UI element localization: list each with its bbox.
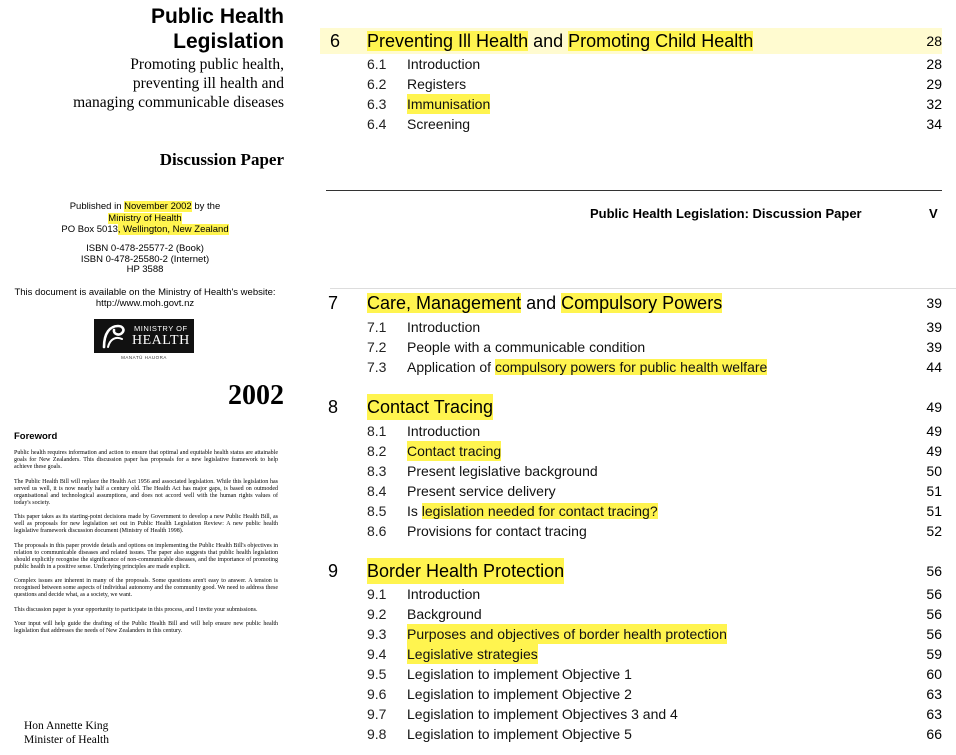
- chapter-title: Contact Tracing: [367, 394, 493, 420]
- section-page: 52: [926, 523, 942, 539]
- section-page: 60: [926, 666, 942, 682]
- toc-section-row[interactable]: [330, 521, 942, 541]
- section-title: Legislation to implement Objectives 3 and 4: [407, 706, 678, 722]
- section-page: 34: [926, 116, 942, 132]
- signature-title: Minister of Health: [24, 733, 109, 746]
- section-number: 8.4: [367, 483, 387, 499]
- hp-code: HP 3588: [126, 264, 164, 275]
- section-number: 7.1: [367, 319, 387, 335]
- chapter-title-part-a: Care, Management: [367, 293, 522, 313]
- section-number: 9.8: [367, 726, 387, 742]
- section-title: [407, 501, 658, 521]
- section-number: 9.7: [367, 706, 387, 722]
- chapter-title: Border Health Protection: [367, 558, 564, 584]
- foreword-paragraph: Complex issues are inherent in many of the proposals. Some questions aren't easy to answer. A tension is recognised between some aspects of individual autonomy and the community good. We need to address these questions and decide what, as a society, we want.: [14, 578, 278, 598]
- toc-section-row[interactable]: [330, 724, 942, 744]
- toc-section-row[interactable]: [330, 114, 942, 134]
- address-prefix: PO Box 5013: [61, 224, 118, 235]
- section-number: 9.4: [367, 646, 387, 662]
- toc-section-row[interactable]: [330, 501, 942, 521]
- section-page: 56: [926, 586, 942, 602]
- toc-chapter-9[interactable]: [330, 558, 942, 584]
- toc-section-row[interactable]: [330, 441, 942, 461]
- chapter-title: [367, 290, 722, 316]
- foreword-paragraph: Public health requires information and action to ensure that optimal and equitable health status are attainable goals for New Zealanders. This discussion paper has proposals for a new legislative framework to help achieve these goals.: [14, 450, 278, 470]
- koru-icon: [98, 321, 128, 351]
- title-line-2: Legislation: [173, 30, 284, 53]
- section-page: 29: [926, 76, 942, 92]
- section-page: 63: [926, 686, 942, 702]
- section-page: 56: [926, 606, 942, 622]
- page-footer-number: V: [929, 206, 938, 221]
- foreword-paragraph: The proposals in this paper provide details and options on implementing the Public Health Bill's objectives in relation to communicable diseases and related issues. The paper also suggests that public health legislation should explicitly recognise the significance of non-communicable diseases, and the importance of promoting public health in a positive sense. Underlying principles are made explicit.: [14, 542, 278, 570]
- section-page: 32: [926, 96, 942, 112]
- section-page: 56: [926, 626, 942, 642]
- signature-name: Hon Annette King: [24, 720, 109, 732]
- isbn-info: [0, 244, 290, 276]
- section-number: 8.1: [367, 423, 387, 439]
- pub-date: November 2002: [124, 201, 192, 212]
- section-title: Legislation to implement Objective 2: [407, 686, 632, 702]
- section-page: 51: [926, 483, 942, 499]
- chapter-number: 8: [328, 397, 339, 417]
- subtitle-line-1: Promoting public health,: [130, 56, 284, 73]
- foreword-paragraph: This discussion paper is your opportunity to participate in this process, and I invite your submissions.: [14, 606, 258, 613]
- website-text: This document is available on the Ministry of Health's website:: [14, 287, 276, 298]
- title-line-1: Public Health: [150, 5, 284, 28]
- document-subtitle: [0, 55, 284, 112]
- year: 2002: [228, 380, 284, 411]
- chapter-number: 9: [328, 561, 339, 581]
- foreword-paragraph: Your input will help guide the drafting of the Public Health Bill and will help ensure new public health legislation that addresses the needs of New Zealanders in this century.: [14, 621, 278, 634]
- section-number: 8.2: [367, 443, 387, 459]
- isbn-book: ISBN 0-478-25577-2 (Book): [86, 243, 204, 254]
- section-title: Contact tracing: [407, 443, 502, 459]
- section-title: Purposes and objectives of border health protection: [407, 626, 727, 642]
- section-page: 39: [926, 319, 942, 335]
- signature-block: [24, 720, 109, 747]
- section-title: Legislative strategies: [407, 646, 538, 662]
- section-title: Provisions for contact tracing: [407, 523, 587, 539]
- logo-line-1: MINISTRY OF: [134, 324, 188, 333]
- website-info: [0, 287, 290, 309]
- section-number: 7.2: [367, 339, 387, 355]
- publication-info: [0, 201, 290, 236]
- chapter-page: 28: [926, 33, 942, 49]
- chapter-title-part-b: Compulsory Powers: [561, 293, 723, 313]
- toc-section-row[interactable]: [330, 317, 942, 337]
- toc-section-row[interactable]: [330, 337, 942, 357]
- section-title-prefix: Application of: [407, 359, 495, 375]
- section-title: Present service delivery: [407, 483, 556, 499]
- toc-section-row[interactable]: [330, 421, 942, 441]
- address-city: , Wellington, New Zealand: [117, 224, 229, 235]
- section-title: Introduction: [407, 56, 481, 72]
- section-number: 9.1: [367, 586, 387, 602]
- toc-section-row[interactable]: [330, 684, 942, 704]
- toc-section-row[interactable]: [330, 94, 942, 114]
- section-number: 8.6: [367, 523, 387, 539]
- pub-by: by the: [191, 201, 221, 212]
- section-page: 44: [926, 359, 942, 375]
- section-title-highlight: legislation needed for contact tracing?: [421, 503, 658, 519]
- section-number: 8.3: [367, 463, 387, 479]
- section-number: 8.5: [367, 503, 387, 519]
- section-page: 28: [926, 56, 942, 72]
- chapter-number: 6: [330, 31, 341, 51]
- section-page: 49: [926, 443, 942, 459]
- section-title: Introduction: [407, 423, 481, 439]
- section-page: 59: [926, 646, 942, 662]
- toc-section-row[interactable]: [330, 54, 942, 74]
- toc-section-row[interactable]: [330, 584, 942, 604]
- chapter-number: 7: [328, 293, 339, 313]
- section-page: 39: [926, 339, 942, 355]
- chapter-title-and: and: [528, 31, 569, 51]
- section-number: 9.3: [367, 626, 387, 642]
- section-page: 51: [926, 503, 942, 519]
- foreword-paragraph: The Public Health Bill will replace the Health Act 1956 and associated legislation. While this legislation has served us well, it is now nearly half a century old. The Health Act has major gaps, is based on outmoded organisational and technological assumptions, and does not accord well with the human rights values of today's society.: [14, 478, 278, 506]
- section-number: 9.2: [367, 606, 387, 622]
- section-title-highlight: compulsory powers for public health welfare: [494, 359, 768, 375]
- toc-section-row[interactable]: [330, 461, 942, 481]
- section-page: 50: [926, 463, 942, 479]
- toc-section-row[interactable]: [330, 664, 942, 684]
- toc-section-row[interactable]: [330, 624, 942, 644]
- ministry-logo: [94, 319, 194, 353]
- section-title: People with a communicable condition: [407, 339, 646, 355]
- section-title: Screening: [407, 116, 471, 132]
- foreword-paragraph: This paper takes as its starting-point decisions made by Government to develop a new Public Health Bill, as well as proposals for new legislation set out in Public Health Legislation Review: A new public health legislative framework discussion document (Ministry of Health 1998).: [14, 514, 278, 534]
- chapter-page: 49: [926, 399, 942, 415]
- section-number: 9.6: [367, 686, 387, 702]
- foreword-body: [14, 450, 278, 643]
- page-divider: [330, 288, 956, 289]
- chapter-title: [367, 28, 753, 54]
- section-title: Legislation to implement Objective 5: [407, 726, 632, 742]
- toc-chapter-6[interactable]: [330, 28, 942, 54]
- subtitle-line-2: preventing ill health and: [132, 75, 284, 92]
- footer-rule: [326, 190, 942, 191]
- chapter-title-and: and: [521, 293, 562, 313]
- page-footer-title: Public Health Legislation: Discussion Paper: [590, 206, 862, 221]
- section-number: 9.5: [367, 666, 387, 682]
- logo-subtitle: MANATŪ HAUORA: [121, 355, 167, 360]
- section-title: Background: [407, 606, 482, 622]
- isbn-internet: ISBN 0-478-25580-2 (Internet): [80, 253, 210, 265]
- chapter-title-part-a: Preventing Ill Health: [367, 31, 529, 51]
- section-title: [407, 357, 767, 377]
- toc-section-row[interactable]: [330, 74, 942, 94]
- chapter-page: 56: [926, 563, 942, 579]
- section-title: Legislation to implement Objective 1: [407, 666, 632, 682]
- section-number: 6.3: [367, 96, 387, 112]
- document-title: [0, 4, 284, 54]
- toc-chapter-8[interactable]: [330, 394, 942, 420]
- section-title: Immunisation: [407, 96, 491, 112]
- toc-section-row[interactable]: [330, 604, 942, 624]
- section-page: 49: [926, 423, 942, 439]
- section-number: 6.1: [367, 56, 387, 72]
- toc-section-row[interactable]: [330, 357, 942, 377]
- toc-section-row[interactable]: [330, 704, 942, 724]
- section-title: Introduction: [407, 319, 481, 335]
- toc-section-row[interactable]: [330, 644, 942, 664]
- section-page: 63: [926, 706, 942, 722]
- section-page: 66: [926, 726, 942, 742]
- publisher: Ministry of Health: [108, 212, 182, 224]
- toc-section-row[interactable]: [330, 481, 942, 501]
- section-title: Registers: [407, 76, 467, 92]
- section-title: Introduction: [407, 586, 481, 602]
- section-number: 7.3: [367, 359, 387, 375]
- section-title: Present legislative background: [407, 463, 598, 479]
- section-number: 6.4: [367, 116, 387, 132]
- logo-line-2: HEALTH: [132, 333, 190, 348]
- section-number: 6.2: [367, 76, 387, 92]
- subtitle-line-3: managing communicable diseases: [73, 94, 284, 111]
- pub-prefix: Published in: [69, 201, 125, 212]
- website-url[interactable]: http://www.moh.govt.nz: [95, 298, 195, 309]
- foreword-heading: Foreword: [14, 431, 58, 442]
- chapter-page: 39: [926, 295, 942, 311]
- toc-chapter-7[interactable]: [330, 290, 942, 316]
- section-title-prefix: Is: [407, 503, 422, 519]
- chapter-title-part-b: Promoting Child Health: [568, 31, 754, 51]
- document-type: Discussion Paper: [159, 150, 284, 169]
